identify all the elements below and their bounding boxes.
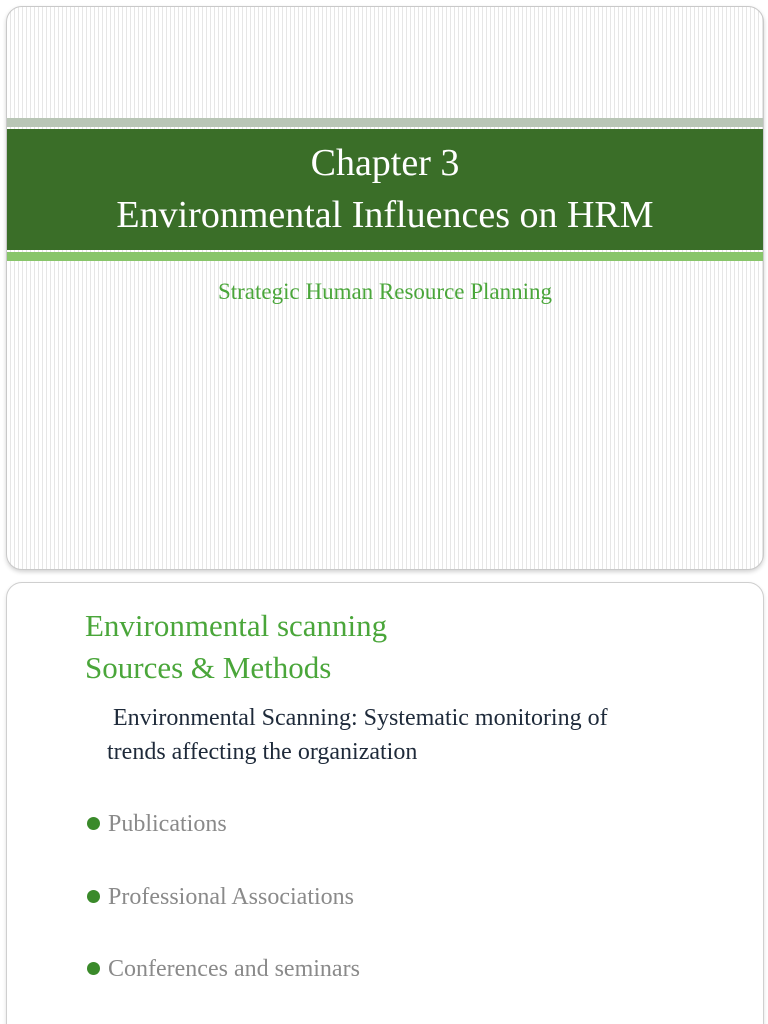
list-item [87, 884, 354, 911]
title-band [7, 129, 763, 250]
slide-heading-line1: Environmental scanning [85, 608, 388, 643]
course-subtitle: Strategic Human Resource Planning [217, 279, 553, 304]
slide-heading [85, 605, 387, 689]
bullet-text: Publications [108, 811, 227, 837]
chapter-title: Chapter 3 [310, 142, 460, 184]
content-slide [6, 582, 764, 1024]
list-item [87, 811, 227, 838]
definition-text [107, 701, 727, 769]
bullet-text: Professional Associations [108, 884, 354, 910]
title-band-top-border [7, 118, 763, 127]
definition-line1: Environmental Scanning: Systematic monitoring of [113, 705, 608, 731]
bullet-dot-icon [87, 962, 100, 975]
list-item [87, 956, 360, 983]
title-slide [6, 6, 764, 570]
bullet-dot-icon [87, 890, 100, 903]
chapter-subtitle-title: Environmental Influences on HRM [116, 194, 654, 236]
title-band-bottom-border [7, 252, 763, 261]
slide-heading-line2: Sources & Methods [85, 650, 332, 685]
bullet-text: Conferences and seminars [108, 956, 360, 982]
definition-line2: trends affecting the organization [107, 739, 418, 765]
bullet-dot-icon [87, 817, 100, 830]
